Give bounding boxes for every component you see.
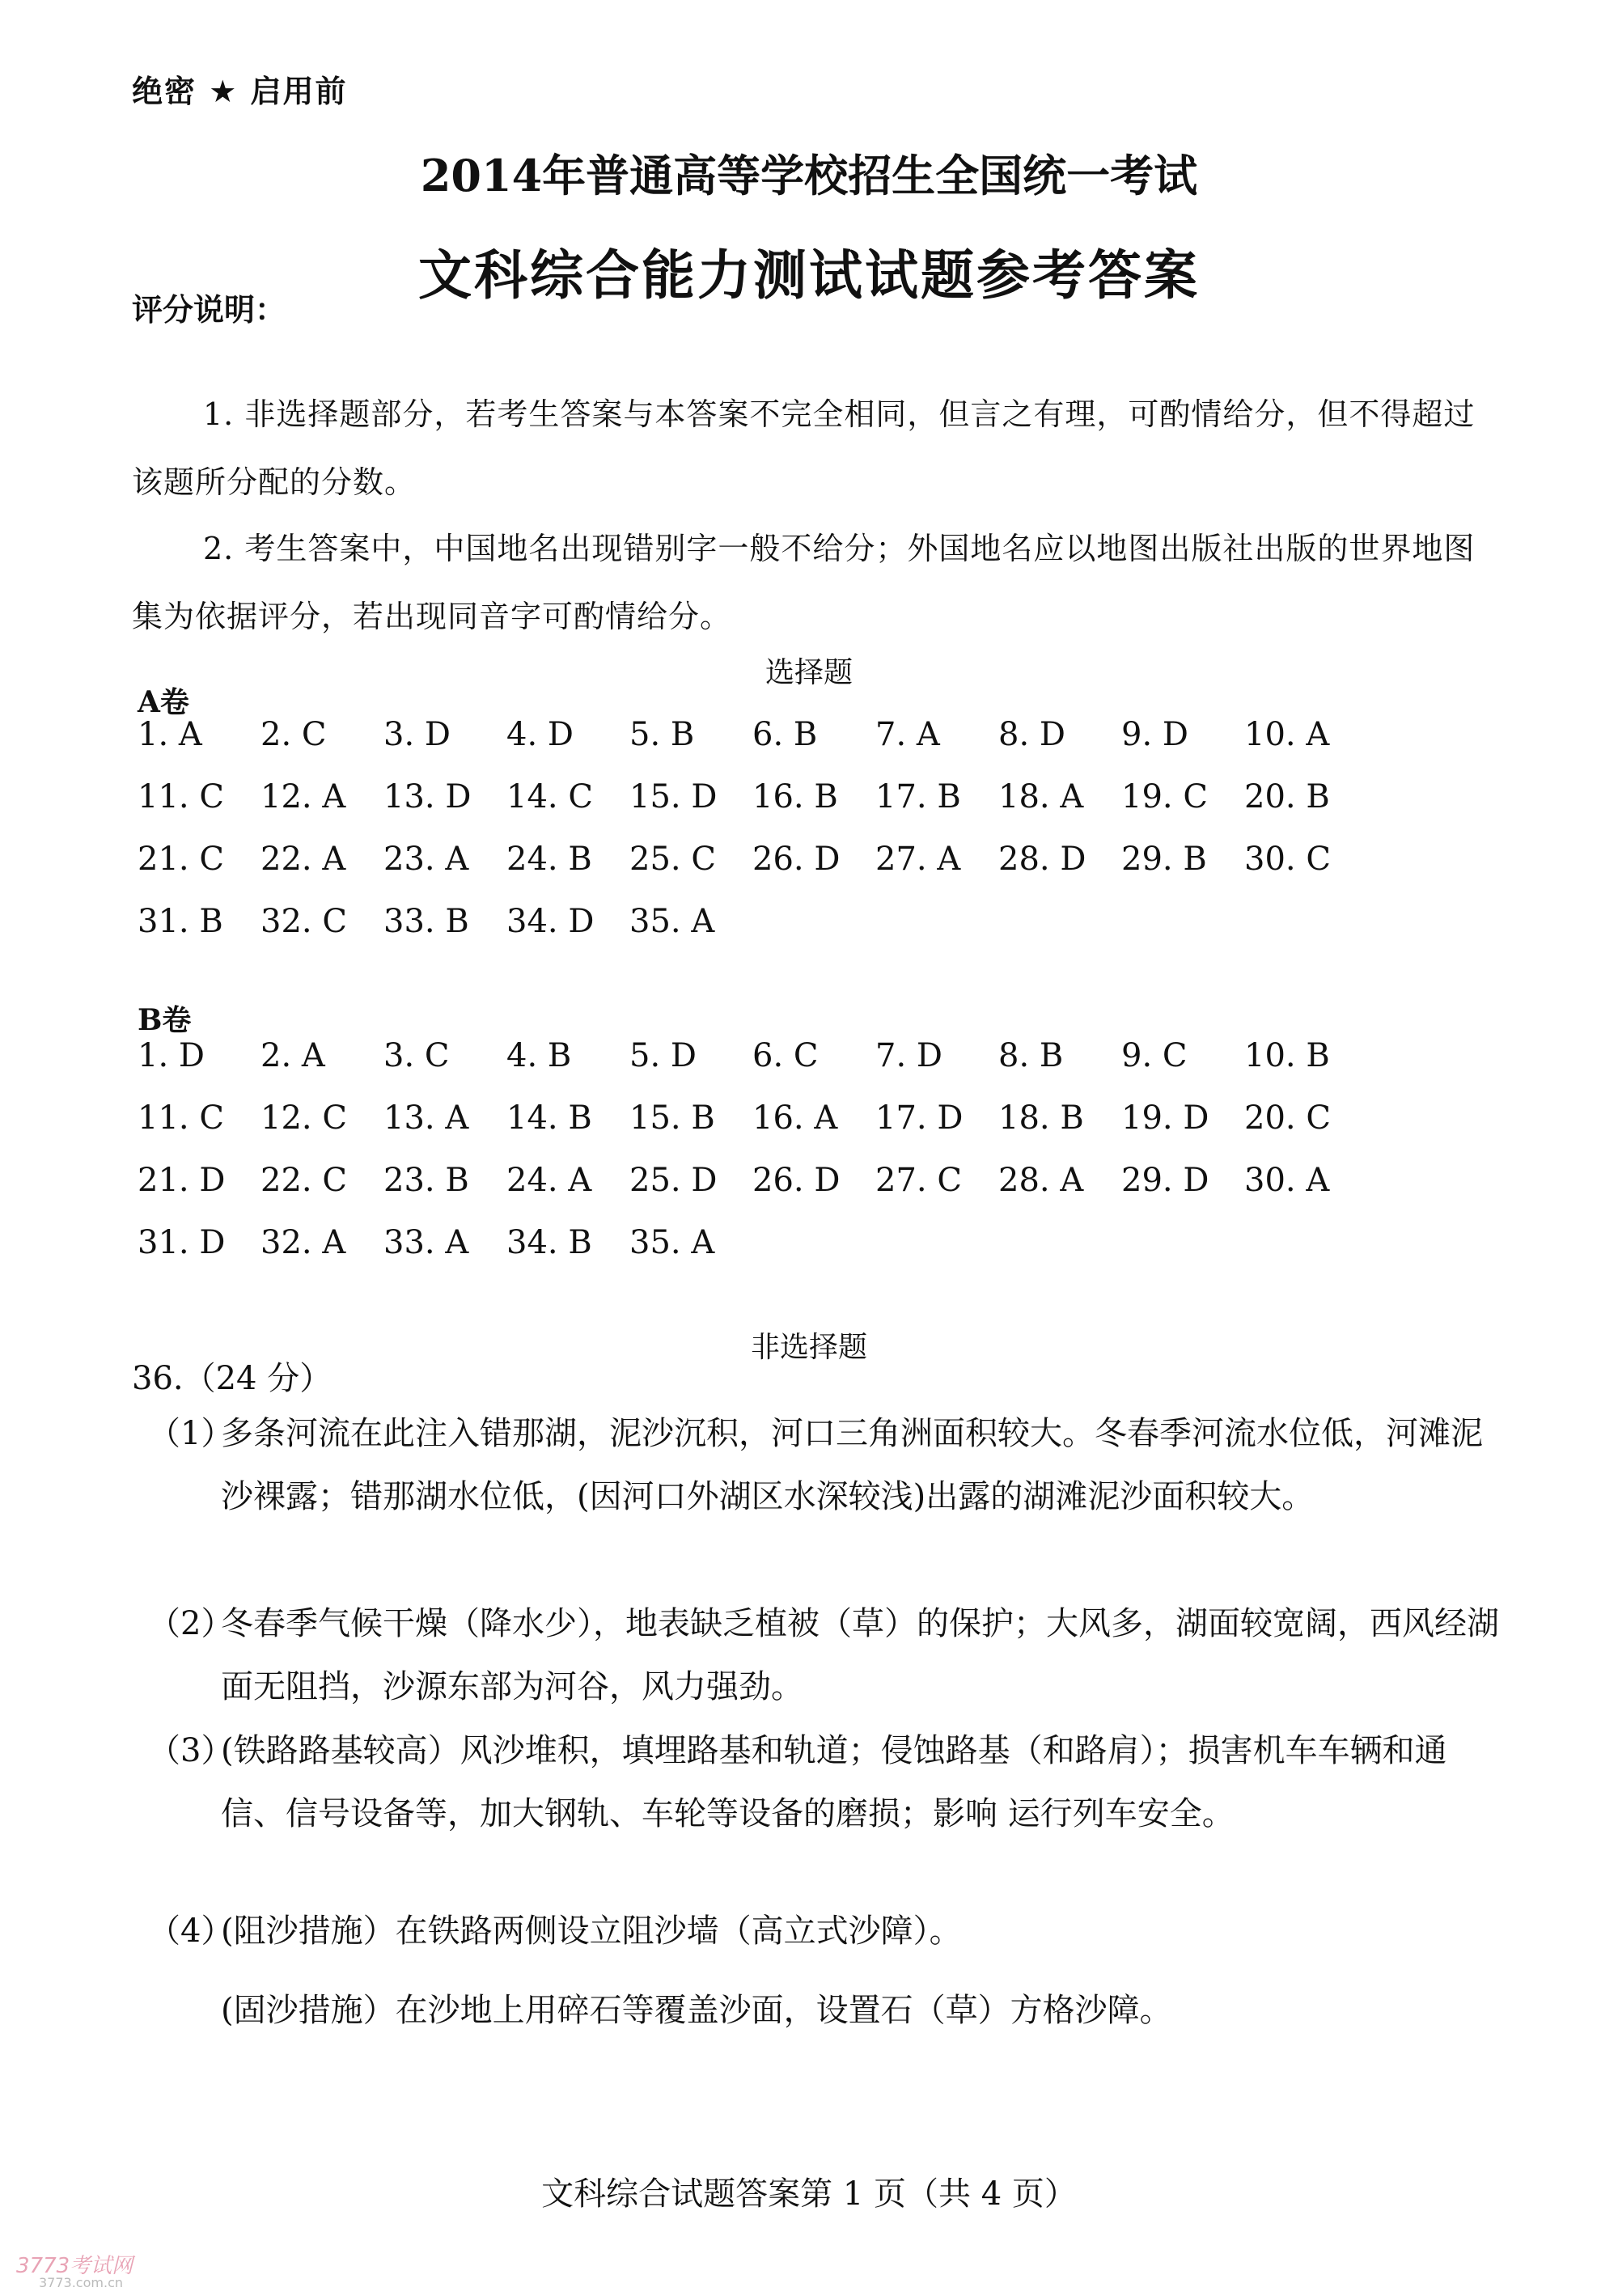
scoring-note-1: 1. 非选择题部分，若考生答案与本答案不完全相同，但言之有理，可酌情给分，但不得超过该题所分配的分数。 [132,396,1476,500]
answer-cell: 8. D [998,716,1065,753]
answer-cell: 19. C [1121,778,1208,815]
answer-part-2 [148,1592,1507,1718]
answer-cell: 33. B [383,903,469,940]
answer-cell: 1. A [138,716,202,753]
answer-cell: 31. D [138,1224,226,1261]
answer-cell: 7. D [875,1037,942,1074]
answer-cell: 15. B [629,1099,715,1137]
answer-cell: 28. D [998,841,1086,878]
answer-cell: 6. C [752,1037,819,1074]
answer-cell: 27. A [875,841,961,878]
volume-b-label: B卷 [138,1003,192,1037]
answer-cell: 4. B [506,1037,572,1074]
answer-part-3 [148,1719,1507,1845]
part-number: （2） [148,1605,234,1642]
answer-cell: 31. B [138,903,223,940]
part-number: （4） [148,1913,234,1950]
answer-cell: 23. A [383,841,469,878]
answer-cell: 16. B [752,778,838,815]
answer-cell: 22. C [260,1162,347,1199]
answer-cell: 26. D [752,841,841,878]
document-title: 文科综合能力测试试题参考答案 [418,244,1200,307]
answer-cell: 29. D [1121,1162,1209,1199]
answer-cell: 30. A [1244,1162,1330,1199]
part-text: (阻沙措施）在铁路两侧设立阻沙墙（高立式沙障）。 [221,1913,962,1950]
answer-cell: 14. C [506,778,593,815]
answer-cell: 3. C [383,1037,450,1074]
answer-cell: 18. A [998,778,1084,815]
scoring-heading: 评分说明： [132,292,286,328]
part-text: 多条河流在此注入错那湖，泥沙沉积，河口三角洲面积较大。冬春季河流水位低，河滩泥沙裸露；错那湖水位低，(因河口外湖区水深较浅)出露的湖滩泥沙面积较大。 [221,1415,1483,1515]
answer-cell: 11. C [138,778,224,815]
answer-cell: 20. B [1244,778,1330,815]
watermark-logo: 3773考试网 [16,2254,133,2278]
answer-cell: 3. D [383,716,451,753]
answer-cell: 18. B [998,1099,1084,1137]
answer-cell: 17. B [875,778,961,815]
answer-cell: 15. D [629,778,718,815]
answer-cell: 6. B [752,716,818,753]
answer-cell: 12. A [260,778,346,815]
answer-cell: 22. A [260,841,346,878]
answer-cell: 13. D [383,778,472,815]
volume-a-label: A卷 [138,685,189,719]
answer-cell: 17. D [875,1099,964,1137]
volume-b-answer-grid [138,1037,1432,1286]
answer-cell: 29. B [1121,841,1207,878]
answer-cell: 35. A [629,903,715,940]
answer-cell: 24. B [506,841,592,878]
answer-cell: 9. D [1121,716,1188,753]
non-choice-section-label: 非选择题 [750,1331,867,1364]
answer-cell: 5. D [629,1037,697,1074]
part-number: （1） [148,1415,234,1452]
answer-cell: 23. B [383,1162,469,1199]
answer-cell: 34. D [506,903,595,940]
answer-cell: 1. D [138,1037,205,1074]
answer-cell: 14. B [506,1099,592,1137]
answer-part-4 [148,1900,1507,2042]
answer-cell: 7. A [875,716,940,753]
page-footer: 文科综合试题答案第 1 页（共 4 页） [541,2175,1077,2213]
answer-part-1 [148,1402,1507,1528]
answer-cell: 20. C [1244,1099,1331,1137]
answer-cell: 2. C [260,716,327,753]
answer-cell: 35. A [629,1224,715,1261]
watermark-url: 3773.com.cn [39,2275,123,2290]
answer-cell: 30. C [1244,841,1331,878]
confidential-label: 绝密 ★ 启用前 [132,74,348,109]
part-number: （3） [148,1732,234,1769]
answer-cell: 13. A [383,1099,469,1137]
multiple-choice-section-label: 选择题 [765,656,853,689]
answer-cell: 24. A [506,1162,592,1199]
part-text: (铁路路基较高）风沙堆积，填埋路基和轨道；侵蚀路基（和路肩）；损害机车车辆和通信、信号设备等，加大钢轨、车轮等设备的磨损；影响 运行列车安全。 [221,1732,1447,1832]
answer-cell: 10. B [1244,1037,1330,1074]
scoring-note-2: 2. 考生答案中，中国地名出现错别字一般不给分；外国地名应以地图出版社出版的世界地图集为依据评分，若出现同音字可酌情给分。 [132,531,1476,634]
part-text-2: (固沙措施）在沙地上用碎石等覆盖沙面，设置石（草）方格沙障。 [221,1992,1172,2029]
answer-cell: 2. A [260,1037,325,1074]
part-text: 冬春季气候干燥（降水少），地表缺乏植被（草）的保护；大风多，湖面较宽阔，西风经湖面无阻挡，沙源东部为河谷，风力强劲。 [221,1605,1499,1705]
answer-cell: 8. B [998,1037,1064,1074]
answer-cell: 32. A [260,1224,346,1261]
answer-cell: 16. A [752,1099,838,1137]
answer-cell: 27. C [875,1162,962,1199]
answer-cell: 21. C [138,841,224,878]
answer-cell: 28. A [998,1162,1084,1199]
answer-cell: 12. C [260,1099,347,1137]
exam-title: 2014年普通高等学校招生全国统一考试 [420,150,1198,201]
answer-cell: 5. B [629,716,695,753]
answer-cell: 19. D [1121,1099,1209,1137]
answer-cell: 21. D [138,1162,226,1199]
question-36-header: 36.（24 分） [132,1360,332,1397]
answer-cell: 34. B [506,1224,592,1261]
answer-cell: 25. D [629,1162,718,1199]
answer-cell: 33. A [383,1224,469,1261]
answer-cell: 32. C [260,903,347,940]
answer-cell: 25. C [629,841,716,878]
answer-cell: 4. D [506,716,574,753]
answer-cell: 10. A [1244,716,1330,753]
answer-cell: 26. D [752,1162,841,1199]
answer-cell: 9. C [1121,1037,1188,1074]
volume-a-answer-grid [138,716,1432,965]
answer-cell: 11. C [138,1099,224,1137]
